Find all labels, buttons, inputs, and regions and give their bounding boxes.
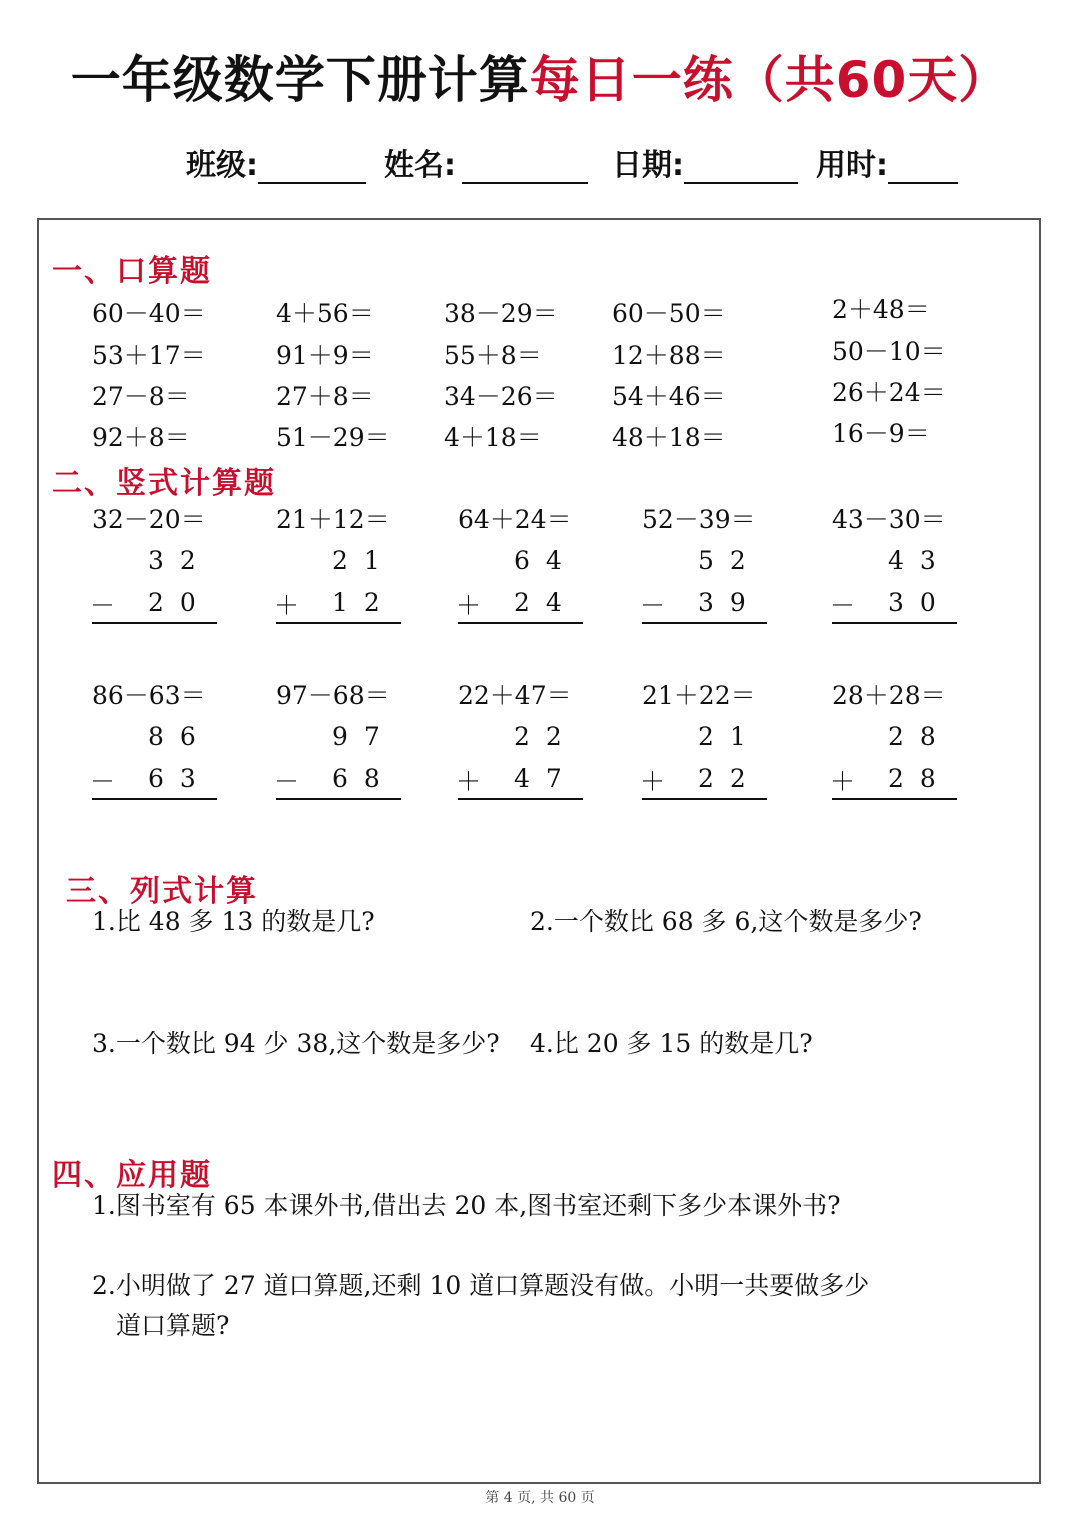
vertical-operator: ＋ — [274, 591, 300, 620]
vertical-top-number: 3 2 — [148, 546, 196, 575]
date-blank[interactable] — [684, 154, 798, 184]
vertical-answer-line — [458, 622, 583, 624]
oral-problem: 27＋8＝ — [276, 382, 374, 411]
vertical-top-number: 2 1 — [332, 546, 380, 575]
vertical-bottom-number: 2 4 — [514, 588, 562, 617]
vertical-answer-line — [276, 798, 401, 800]
vertical-operator: － — [830, 591, 856, 620]
vertical-answer-line — [92, 798, 217, 800]
vertical-operator: ＋ — [640, 767, 666, 796]
vertical-answer-line — [642, 798, 767, 800]
section-applied-heading: 四、应用题 — [52, 1158, 212, 1193]
vertical-problem-label: 22＋47＝ — [458, 681, 572, 710]
section-vertical-heading: 二、竖式计算题 — [52, 466, 276, 501]
vertical-operator: ＋ — [456, 767, 482, 796]
vertical-problem-label: 32－20＝ — [92, 505, 206, 534]
vertical-problem-label: 97－68＝ — [276, 681, 390, 710]
vertical-operator: － — [90, 591, 116, 620]
oral-problem: 54＋46＝ — [612, 382, 726, 411]
vertical-bottom-number: 6 8 — [332, 764, 380, 793]
oral-problem: 38－29＝ — [444, 299, 558, 328]
applied-question-2: 2.小明做了 27 道口算题,还剩 10 道口算题没有做。小明一共要做多少 — [92, 1271, 870, 1300]
vertical-operator: ＋ — [456, 591, 482, 620]
vertical-answer-line — [832, 798, 957, 800]
vertical-operator: ＋ — [830, 767, 856, 796]
date-field — [612, 140, 798, 184]
page-footer: 第 4 页, 共 60 页 — [485, 1490, 595, 1506]
oral-problem: 26＋24＝ — [832, 378, 946, 407]
oral-problem: 16－9＝ — [832, 419, 930, 448]
section-oral-heading: 一、口算题 — [52, 254, 212, 289]
oral-problem: 12＋88＝ — [612, 341, 726, 370]
vertical-answer-line — [832, 622, 957, 624]
oral-problem: 53＋17＝ — [92, 341, 206, 370]
vertical-bottom-number: 4 7 — [514, 764, 562, 793]
vertical-problem-label: 52－39＝ — [642, 505, 756, 534]
vertical-bottom-number: 6 3 — [148, 764, 196, 793]
class-label: 班级: — [186, 148, 258, 183]
class-field — [186, 140, 366, 184]
equation-question-4: 4.比 20 多 15 的数是几? — [530, 1029, 813, 1058]
vertical-operator: － — [274, 767, 300, 796]
vertical-problem-label: 28＋28＝ — [832, 681, 946, 710]
vertical-bottom-number: 3 9 — [698, 588, 746, 617]
oral-problem: 60－40＝ — [92, 299, 206, 328]
vertical-bottom-number: 3 0 — [888, 588, 936, 617]
vertical-answer-line — [458, 798, 583, 800]
time-blank[interactable] — [888, 154, 958, 184]
vertical-problem-label: 43－30＝ — [832, 505, 946, 534]
vertical-top-number: 2 2 — [514, 722, 562, 751]
name-field — [384, 140, 588, 184]
oral-problem: 48＋18＝ — [612, 423, 726, 452]
oral-problem: 50－10＝ — [832, 337, 946, 366]
oral-problem: 51－29＝ — [276, 423, 390, 452]
oral-problem: 34－26＝ — [444, 382, 558, 411]
vertical-operator: － — [640, 591, 666, 620]
vertical-answer-line — [642, 622, 767, 624]
oral-problem: 91＋9＝ — [276, 341, 374, 370]
vertical-problem-label: 64＋24＝ — [458, 505, 572, 534]
title-black: 一年级数学下册计算 — [70, 51, 530, 109]
oral-problem: 27－8＝ — [92, 382, 190, 411]
oral-problem: 4＋56＝ — [276, 299, 374, 328]
name-label: 姓名: — [384, 148, 456, 183]
vertical-top-number: 4 3 — [888, 546, 936, 575]
time-field — [816, 140, 958, 184]
date-label: 日期: — [612, 148, 684, 183]
vertical-answer-line — [92, 622, 217, 624]
vertical-answer-line — [276, 622, 401, 624]
section-equation-heading: 三、列式计算 — [66, 874, 258, 909]
oral-problem: 60－50＝ — [612, 299, 726, 328]
page-title — [0, 40, 1080, 112]
time-label: 用时: — [816, 148, 888, 183]
vertical-top-number: 6 4 — [514, 546, 562, 575]
vertical-operator: － — [90, 767, 116, 796]
vertical-bottom-number: 2 0 — [148, 588, 196, 617]
title-red: 每日一练（共60天） — [529, 51, 1010, 109]
vertical-top-number: 2 1 — [698, 722, 746, 751]
vertical-top-number: 5 2 — [698, 546, 746, 575]
equation-question-2: 2.一个数比 68 多 6,这个数是多少? — [530, 907, 922, 936]
equation-question-3: 3.一个数比 94 少 38,这个数是多少? — [92, 1029, 500, 1058]
vertical-problem-label: 21＋22＝ — [642, 681, 756, 710]
oral-problem: 92＋8＝ — [92, 423, 190, 452]
equation-question-1: 1.比 48 多 13 的数是几? — [92, 907, 375, 936]
class-blank[interactable] — [258, 154, 366, 184]
oral-problem: 55＋8＝ — [444, 341, 542, 370]
vertical-problem-label: 86－63＝ — [92, 681, 206, 710]
vertical-bottom-number: 1 2 — [332, 588, 380, 617]
applied-question-1: 1.图书室有 65 本课外书,借出去 20 本,图书室还剩下多少本课外书? — [92, 1191, 841, 1220]
vertical-top-number: 2 8 — [888, 722, 936, 751]
vertical-top-number: 9 7 — [332, 722, 380, 751]
vertical-problem-label: 21＋12＝ — [276, 505, 390, 534]
oral-problem: 4＋18＝ — [444, 423, 542, 452]
vertical-bottom-number: 2 2 — [698, 764, 746, 793]
vertical-bottom-number: 2 8 — [888, 764, 936, 793]
applied-question-2-continued: 道口算题? — [116, 1311, 230, 1340]
name-blank[interactable] — [462, 154, 588, 184]
vertical-top-number: 8 6 — [148, 722, 196, 751]
oral-problem: 2＋48＝ — [832, 295, 930, 324]
